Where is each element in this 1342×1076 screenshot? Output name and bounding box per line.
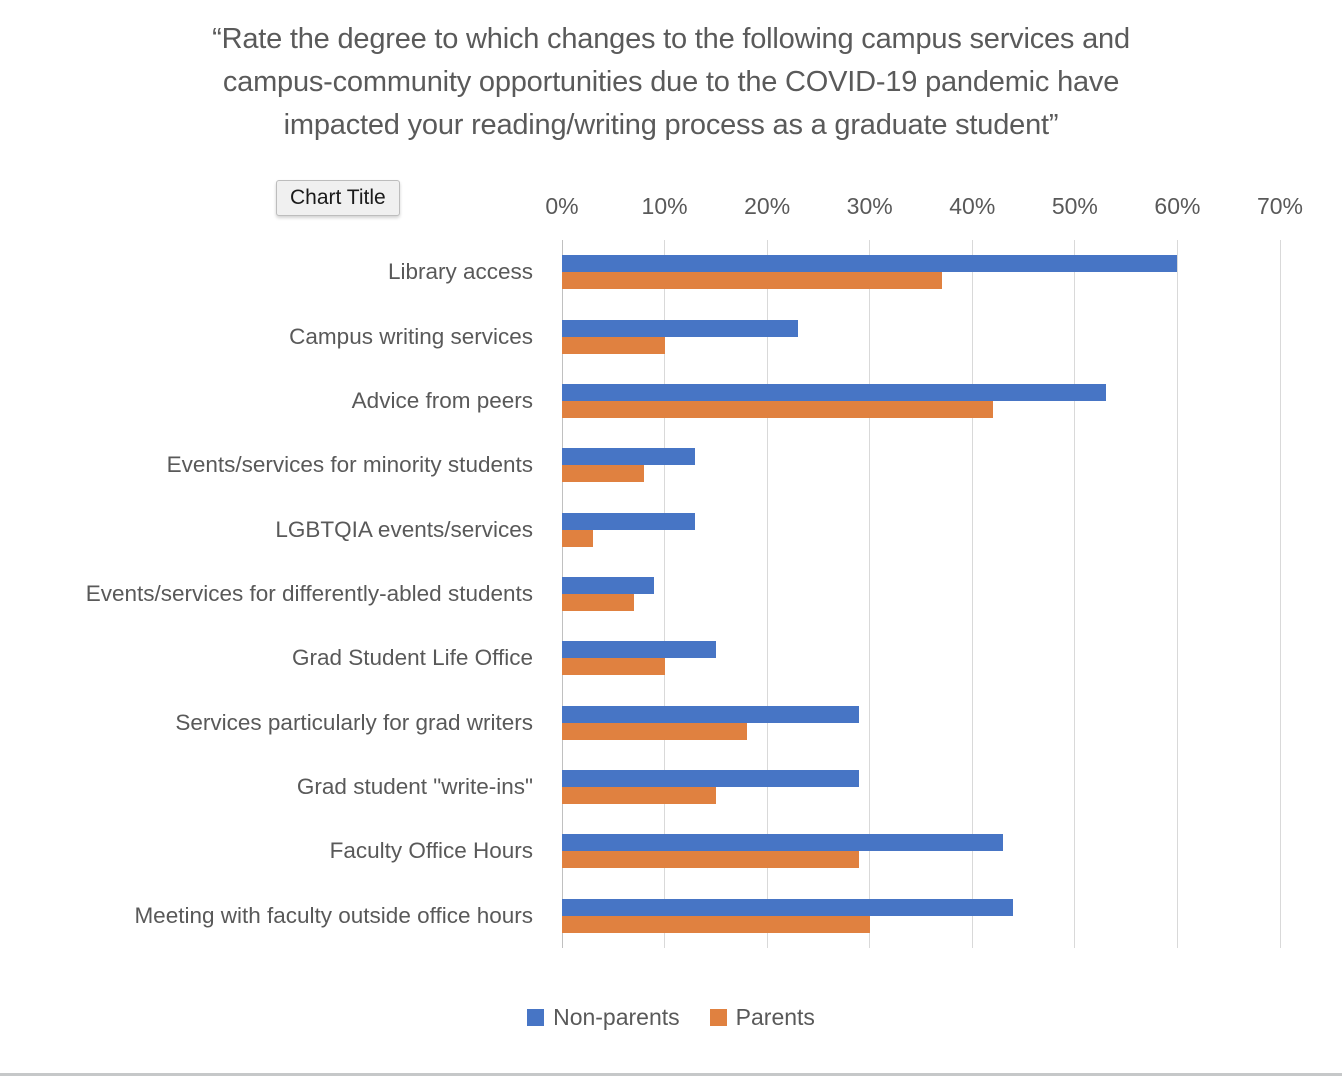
bar-group bbox=[562, 819, 1280, 883]
x-axis-tick-label: 20% bbox=[744, 193, 791, 219]
x-axis-tick-label: 40% bbox=[949, 193, 996, 219]
bar-parents[interactable] bbox=[562, 787, 716, 804]
bar-non-parents[interactable] bbox=[562, 255, 1177, 272]
bar-group bbox=[562, 691, 1280, 755]
bar-non-parents[interactable] bbox=[562, 834, 1003, 851]
bar-non-parents[interactable] bbox=[562, 641, 716, 658]
bar-non-parents[interactable] bbox=[562, 448, 695, 465]
category-label: Events/services for minority students bbox=[166, 452, 533, 478]
bar-group bbox=[562, 497, 1280, 561]
bar-parents[interactable] bbox=[562, 530, 593, 547]
bar-group bbox=[562, 304, 1280, 368]
category-label: Campus writing services bbox=[289, 323, 533, 349]
title-line-3: impacted your reading/writing process as a graduate student” bbox=[283, 109, 1059, 141]
bars-layer bbox=[562, 240, 1280, 948]
bar-group bbox=[562, 562, 1280, 626]
bar-non-parents[interactable] bbox=[562, 384, 1106, 401]
x-axis-tick-label: 70% bbox=[1256, 193, 1304, 219]
survey-question-title bbox=[212, 18, 1130, 147]
bar-parents[interactable] bbox=[562, 658, 665, 675]
x-axis-tick-label: 50% bbox=[1051, 193, 1098, 219]
legend bbox=[0, 1004, 1342, 1031]
title-line-2: campus-community opportunities due to the COVID-19 pandemic have bbox=[222, 66, 1120, 98]
bar-non-parents[interactable] bbox=[562, 770, 859, 787]
x-axis-tick-label: 10% bbox=[641, 193, 688, 219]
bar-non-parents[interactable] bbox=[562, 513, 695, 530]
bar-group bbox=[562, 755, 1280, 819]
chart-title-tooltip: Chart Title bbox=[276, 180, 400, 216]
category-label: Meeting with faculty outside office hours bbox=[134, 902, 533, 928]
title-line-1: “Rate the degree to which changes to the following campus services and bbox=[212, 23, 1130, 55]
bar-parents[interactable] bbox=[562, 851, 859, 868]
legend-item-non-parents[interactable] bbox=[527, 1004, 680, 1031]
bar-group bbox=[562, 884, 1280, 948]
bar-non-parents[interactable] bbox=[562, 577, 654, 594]
bar-group bbox=[562, 369, 1280, 433]
bar-parents[interactable] bbox=[562, 594, 634, 611]
category-label: LGBTQIA events/services bbox=[275, 516, 533, 542]
category-label: Advice from peers bbox=[351, 387, 533, 413]
category-labels bbox=[0, 240, 548, 948]
legend-label: Non-parents bbox=[553, 1004, 680, 1030]
bar-parents[interactable] bbox=[562, 337, 665, 354]
bar-parents[interactable] bbox=[562, 401, 993, 418]
bar-parents[interactable] bbox=[562, 916, 870, 933]
legend-swatch-icon bbox=[527, 1009, 544, 1026]
bar-group bbox=[562, 240, 1280, 304]
category-label: Faculty Office Hours bbox=[329, 838, 533, 864]
category-label: Grad student "write-ins" bbox=[296, 774, 533, 800]
legend-label: Parents bbox=[735, 1004, 815, 1030]
x-axis bbox=[545, 193, 1304, 223]
bar-group bbox=[562, 626, 1280, 690]
bar-parents[interactable] bbox=[562, 272, 942, 289]
category-label: Grad Student Life Office bbox=[292, 645, 533, 671]
category-label: Library access bbox=[387, 259, 533, 285]
bar-non-parents[interactable] bbox=[562, 706, 859, 723]
bar-parents[interactable] bbox=[562, 465, 644, 482]
bar-non-parents[interactable] bbox=[562, 899, 1013, 916]
category-label: Events/services for differently-abled students bbox=[85, 580, 533, 606]
bar-non-parents[interactable] bbox=[562, 320, 798, 337]
x-axis-tick-label: 30% bbox=[846, 193, 893, 219]
bar-group bbox=[562, 433, 1280, 497]
bar-parents[interactable] bbox=[562, 723, 747, 740]
x-axis-tick-label: 60% bbox=[1154, 193, 1201, 219]
legend-item-parents[interactable] bbox=[710, 1004, 815, 1031]
x-axis-tick-label: 0% bbox=[545, 193, 579, 219]
category-label: Services particularly for grad writers bbox=[175, 709, 533, 735]
legend-swatch-icon bbox=[710, 1009, 727, 1026]
plot-area bbox=[562, 240, 1280, 948]
